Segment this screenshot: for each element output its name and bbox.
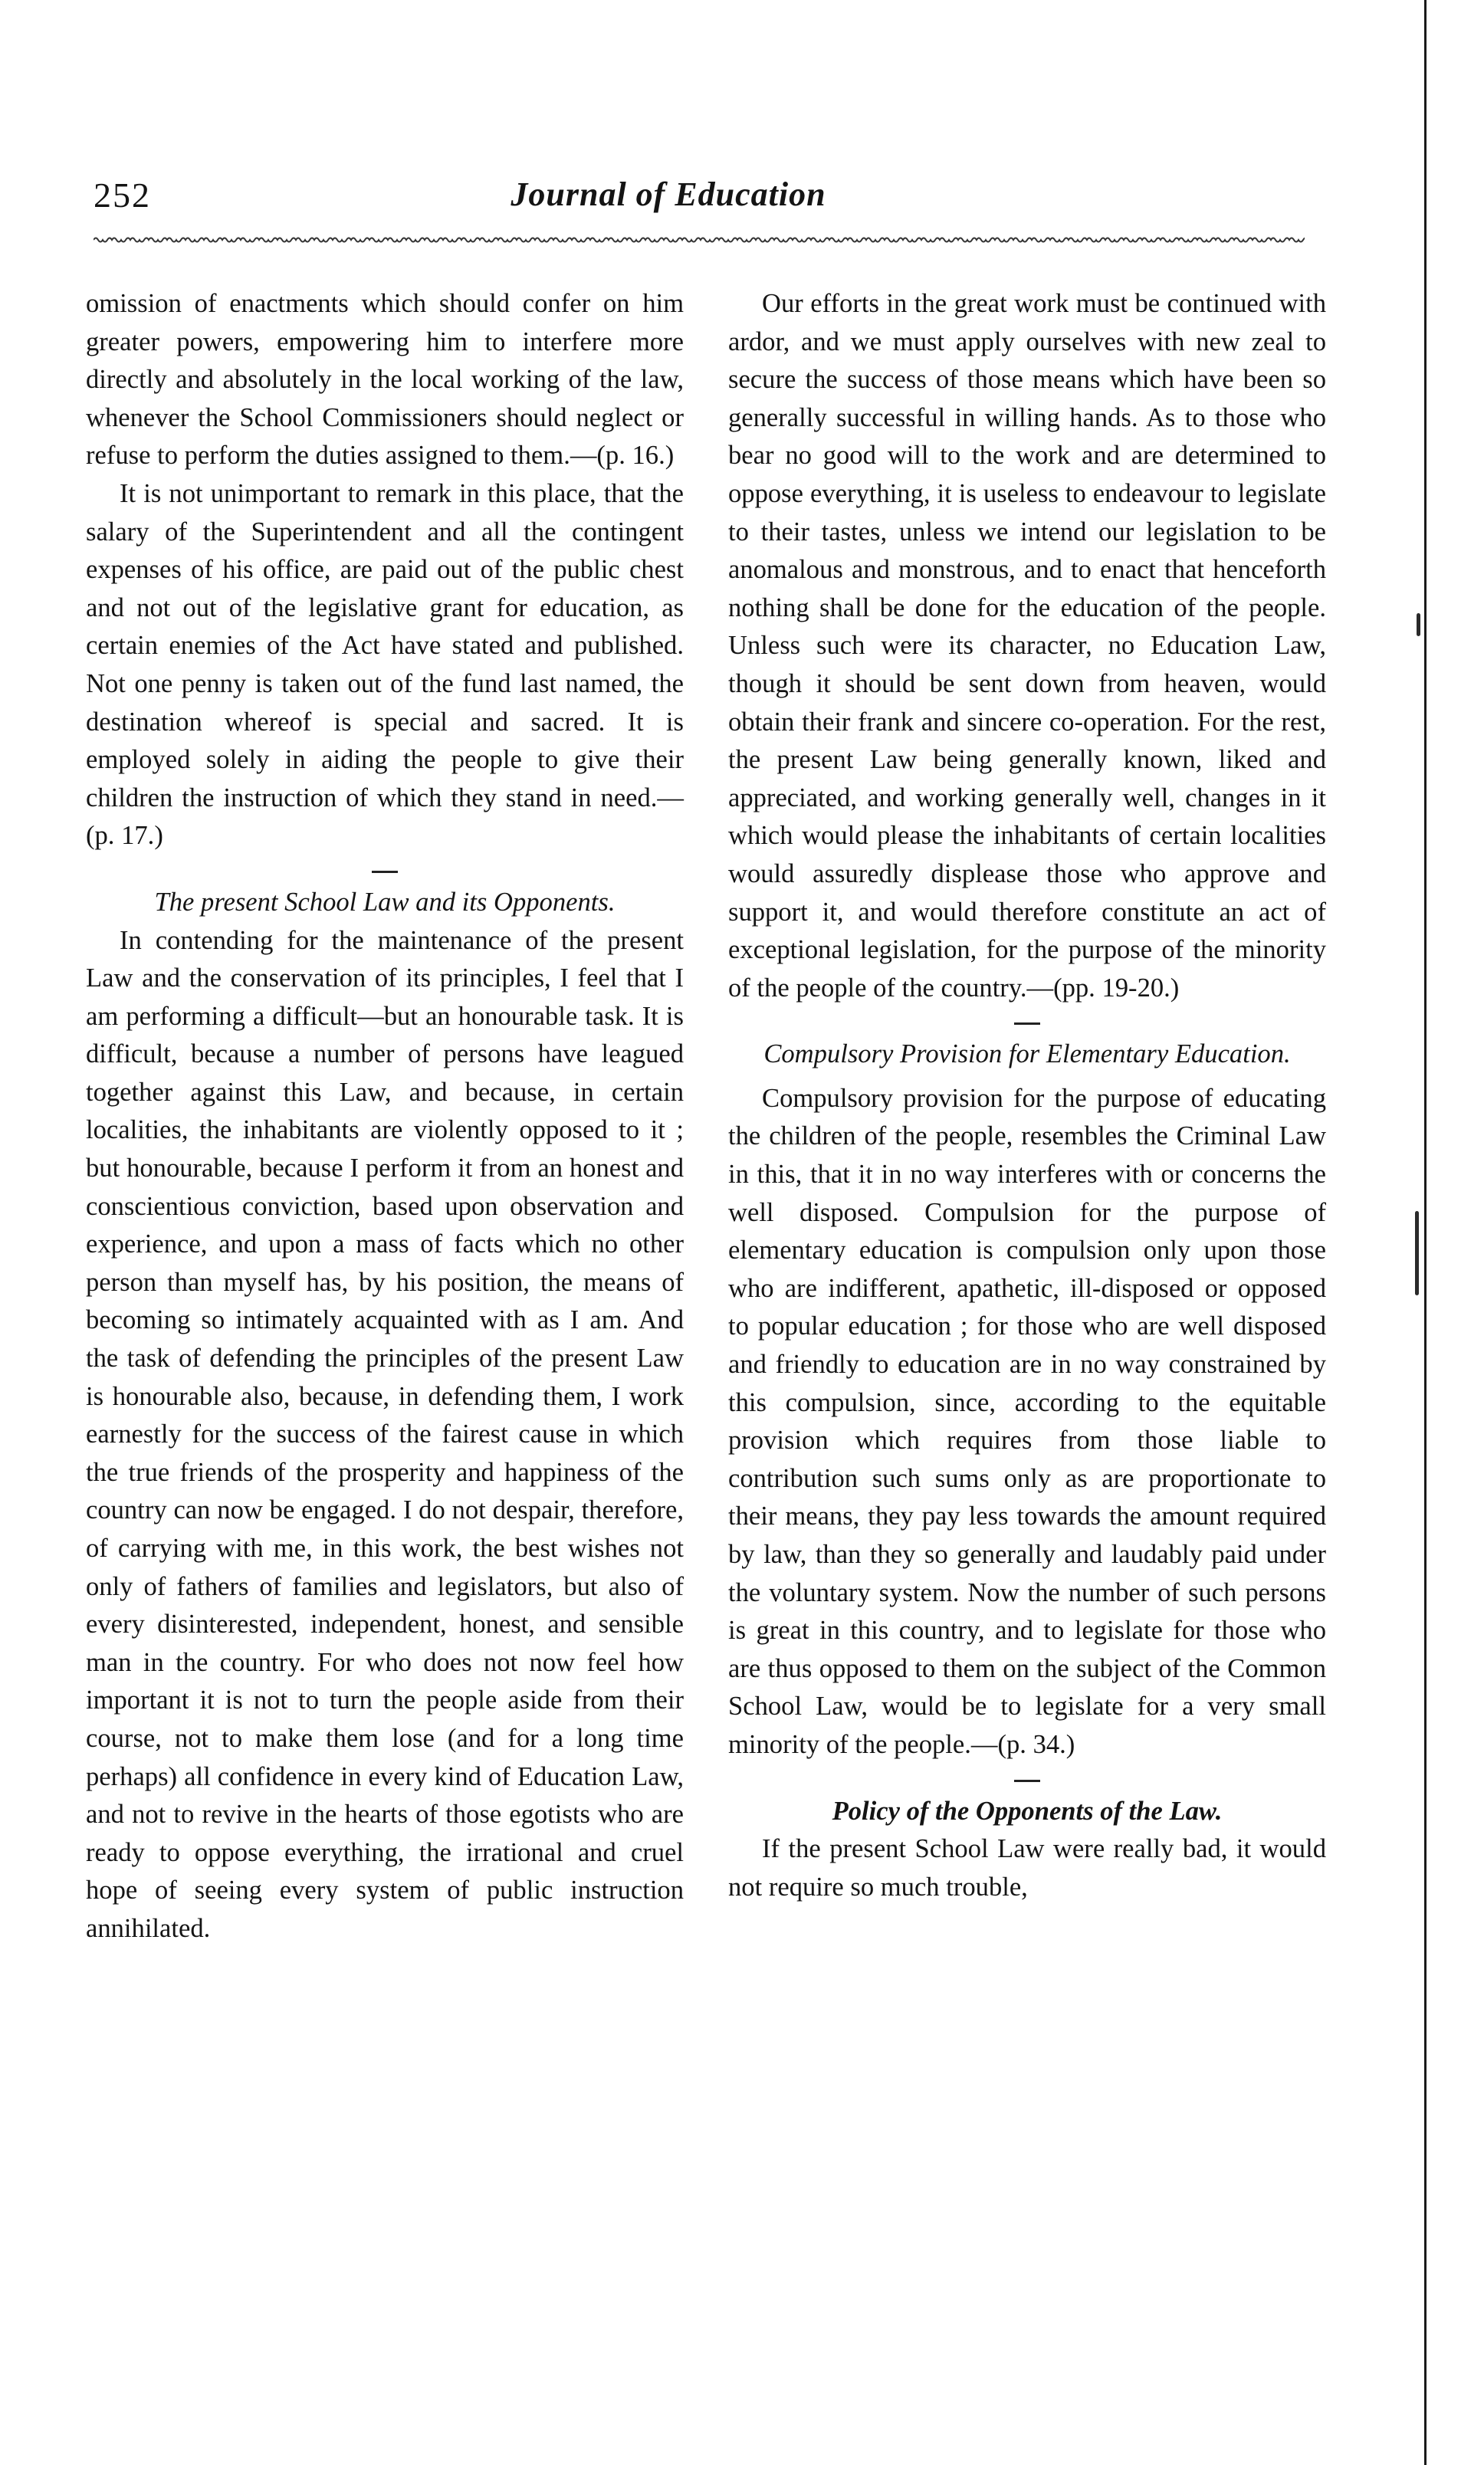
page-number: 252: [94, 176, 151, 215]
wavy-rule: [94, 227, 1305, 253]
running-title: Journal of Education: [511, 176, 826, 213]
section-heading: Policy of the Opponents of the Law.: [832, 1796, 1223, 1826]
page-header: [94, 175, 1305, 228]
section-heading: The present School Law and its Opponents.: [154, 887, 616, 917]
section-separator: [372, 871, 398, 873]
section-separator: [1014, 1780, 1040, 1782]
paragraph: It is not unimportant to remark in this place, that the salary of the Superintendent and all the contingent expenses of his office, are paid out of the public chest and not out of the legislative grant for education, as certain enemies of the Act have stated and published. Not one penny is taken out of the fund last named, the destination whereof is special and sacred. It is employed solely in aiding the people to give their children the instruction of which they stand in need.—(p. 17.): [86, 478, 684, 851]
paragraph: omission of enactments which should confer on him greater powers, empowering him to interfere more directly and absolutely in the local working of the law, whenever the School Commissioners should neglect or refuse to perform the duties assigned to them.—(p. 16.): [86, 289, 684, 471]
paragraph: In contending for the maintenance of the present Law and the conservation of its principles, I feel that I am performing a difficult—but an honourable task. It is difficult, because a number of persons have leagued together against this Law, and because, in certain localities, the inhabitants are violently opposed to it ; but honourable, because I perform it from an honest and conscientious conviction, based upon observation and experience, and upon a mass of facts which no other person than myself has, by his position, the means of becoming so intimately acquainted with as I am. And the task of defending the principles of the present Law is honourable also, because, in defending them, I work earnestly for the success of the fairest cause in which the true friends of the prosperity and happiness of the country can now be engaged. I do not despair, therefore, of carrying with me, in this work, the best wishes not only of fathers of families and legislators, but also of every disinterested, independent, honest, and sensible man in the country. For who does not now feel how important it is not to turn the people aside from their course, not to make them lose (and for a long time perhaps) all confidence in every kind of Education Law, and not to revive in the hearts of those egotists who are ready to oppose everything, the irrational and cruel hope of seeing every system of public instruction annihilated.: [86, 925, 684, 1943]
paragraph: Compulsory provision for the purpose of educating the children of the people, resembles the Criminal Law in this, that it in no way interferes with or concerns the well disposed. Compulsion for the purpose of elementary education is compulsion only upon those who are indifferent, apathetic, ill-disposed or opposed to popular education ; for those who are well disposed and friendly to education are in no way constrained by this compulsion, since, according to the equitable provision which requires from those liable to contribution such sums only as are proportionate to their means, they pay less towards the amount required by law, than they so generally and laudably paid under the voluntary system. Now the number of such persons is great in this country, and to legislate for those who are thus opposed to them on the subject of the Common School Law, would be to legislate for a very small minority of the people.—(p. 34.): [728, 1083, 1326, 1759]
margin-mark: [1417, 613, 1420, 636]
paragraph: Our efforts in the great work must be continued with ardor, and we must apply ourselves with new zeal to secure the success of those means which have been so generally successful in willing hands. As to those who bear no good will to the work and are determined to oppose everything, it is useless to endeavour to legislate to their tastes, unless we intend our legislation to be anomalous and monstrous, and to enact that henceforth nothing shall be done for the education of the people. Unless such were its character, no Education Law, though it should be sent down from heaven, would obtain their frank and sincere co-operation. For the rest, the present Law being generally known, liked and appreciated, and working generally well, changes in it which would please the inhabitants of certain localities would assuredly displease those who approve and support it, and would therefore constitute an act of exceptional legislation, for the purpose of the minority of the people of the country.—(pp. 19-20.): [728, 289, 1326, 1003]
binding-edge: [1424, 0, 1427, 2465]
right-column: [728, 285, 1326, 1906]
left-column: [86, 285, 684, 1948]
section-heading: Compulsory Provision for Elementary Education.: [763, 1039, 1291, 1069]
paragraph: If the present School Law were really bad, it would not require so much trouble,: [728, 1834, 1326, 1902]
section-separator: [1014, 1022, 1040, 1025]
margin-mark: [1415, 1211, 1419, 1295]
